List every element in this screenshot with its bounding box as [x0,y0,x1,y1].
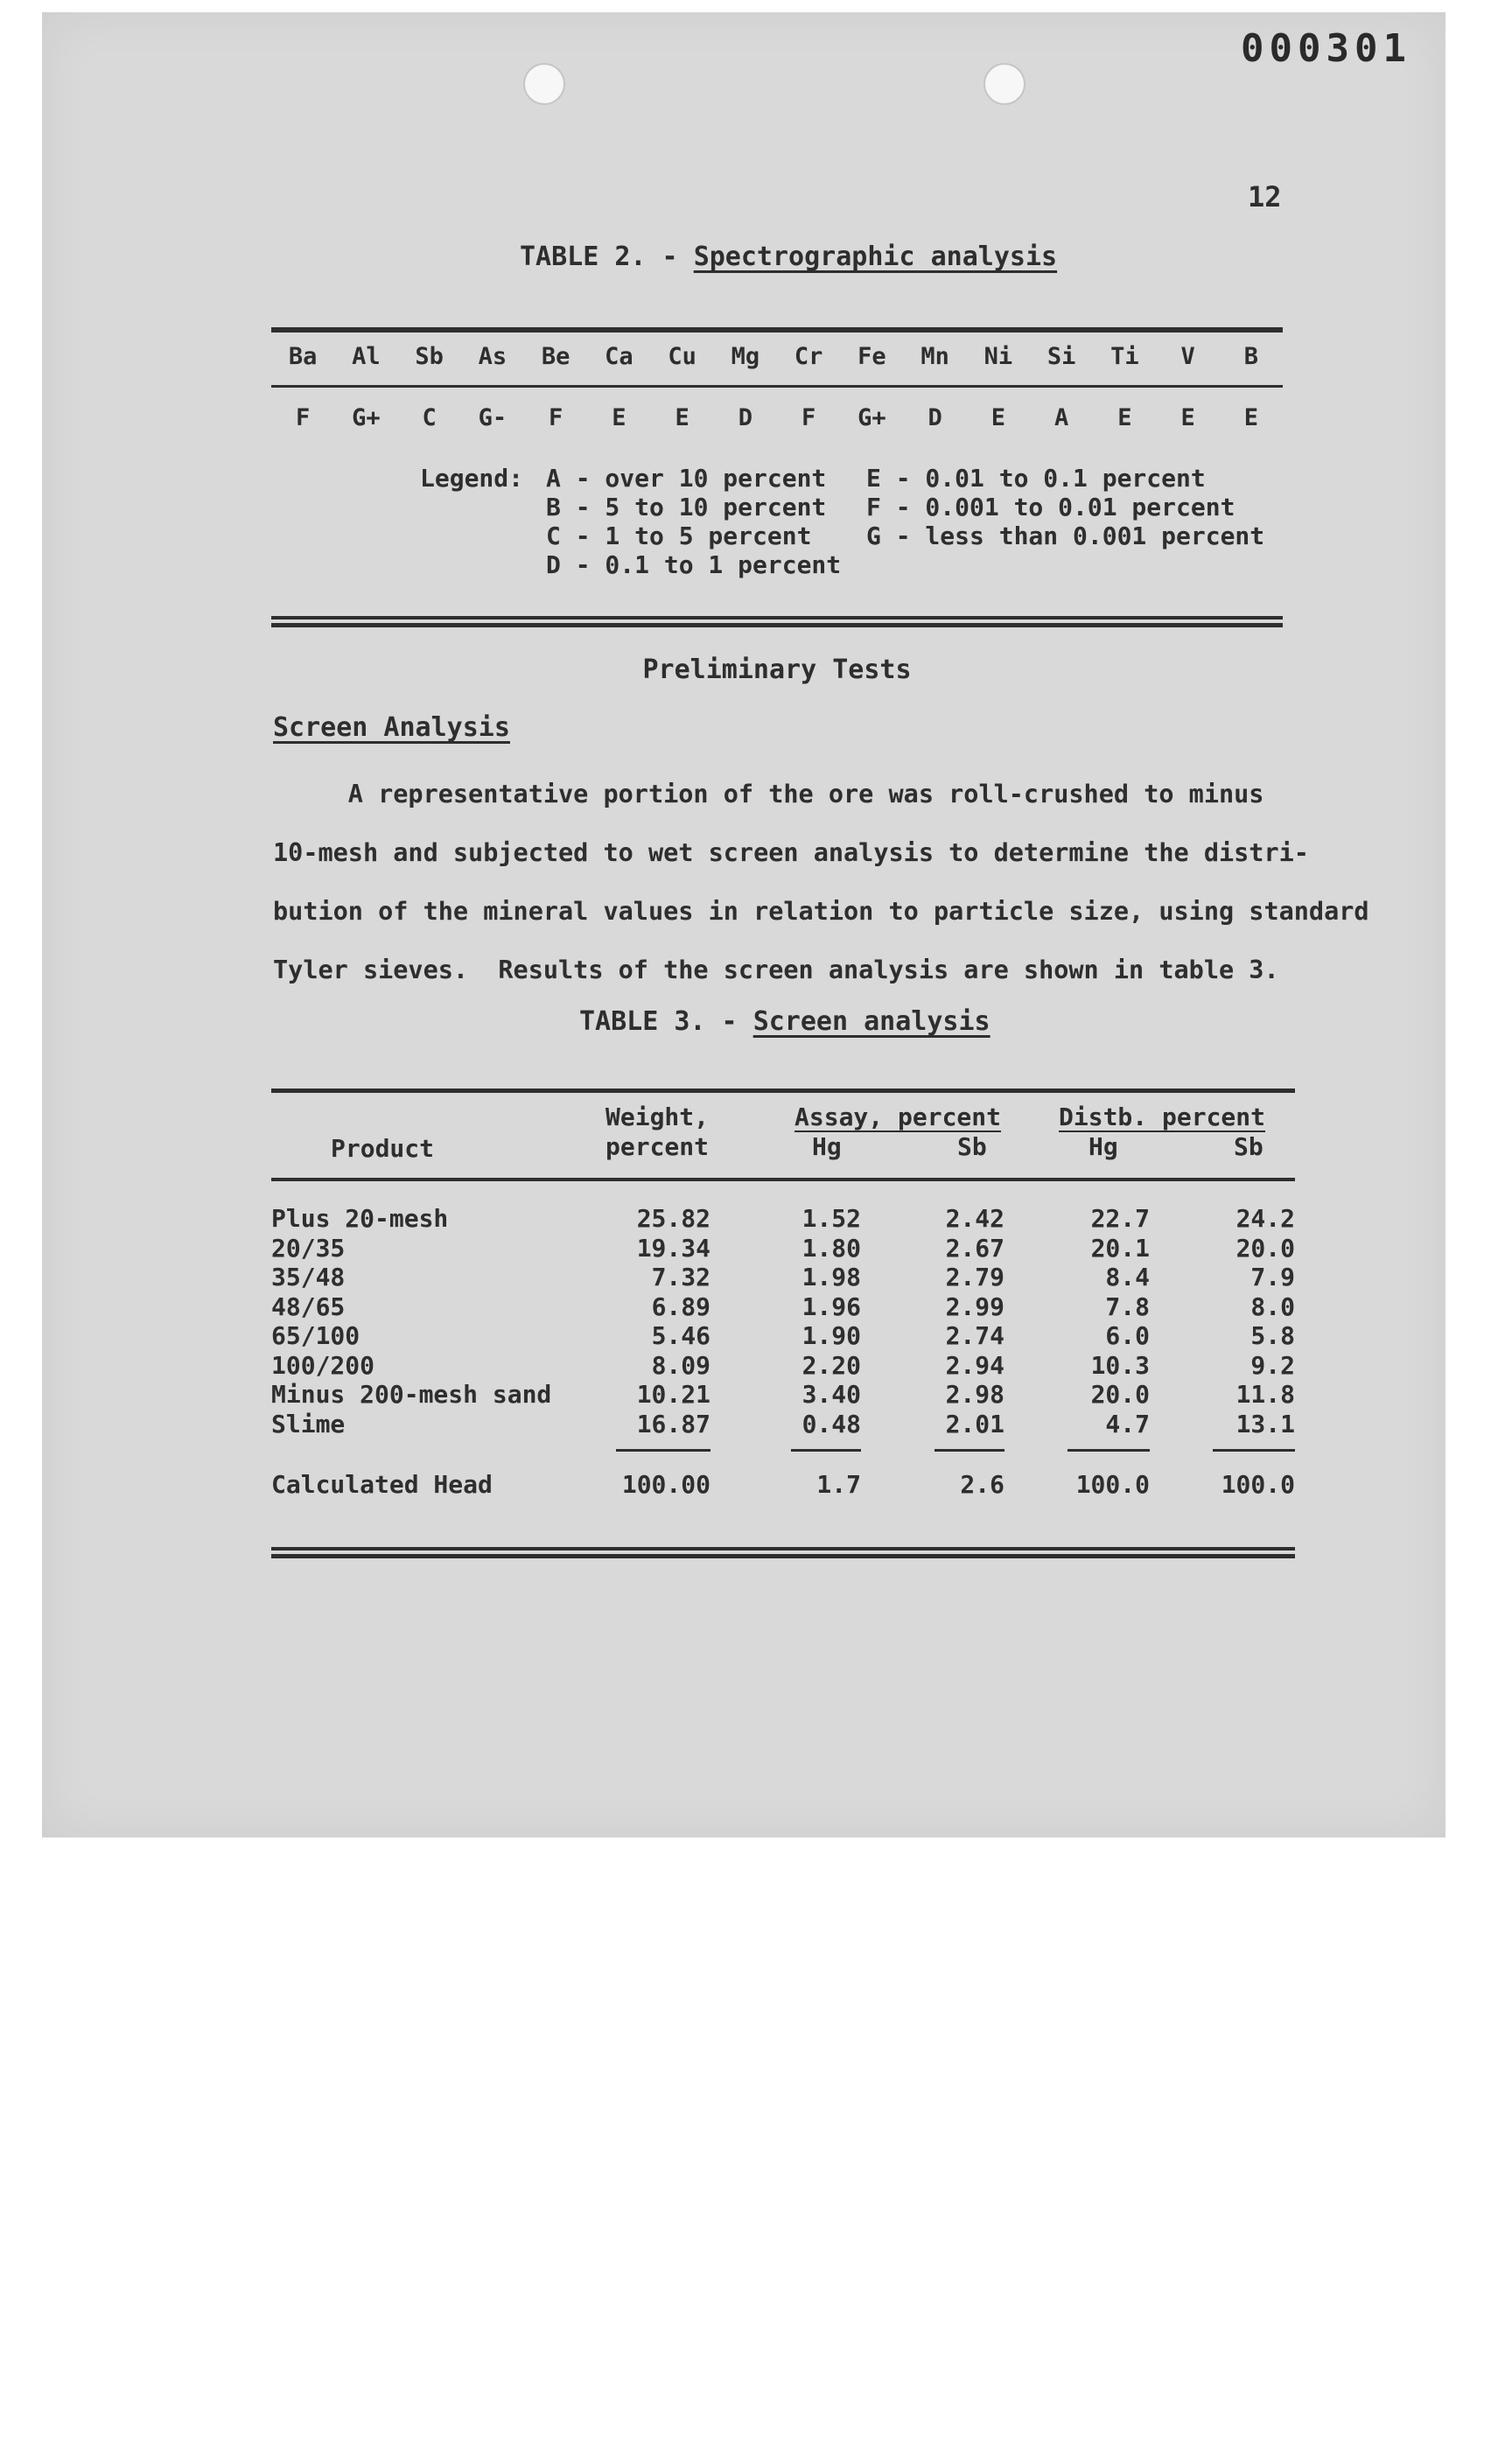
weight-cell: 19.34 [636,1233,710,1263]
distb-sb-cell: 11.8 [1236,1380,1295,1409]
subtotal-rule-assay-hg [791,1449,861,1452]
table3-caption [579,1006,990,1037]
element-symbol: Cu [668,343,696,370]
distb-sb-cell: 13.1 [1236,1409,1295,1438]
element-symbol: Si [1046,343,1076,370]
element-grade: E [990,404,1005,431]
legend-entry: B - 5 to 10 percent [546,493,827,522]
distb-sb-cell: 9.2 [1250,1350,1295,1380]
table3-header-distb-hg: Hg [1088,1132,1118,1161]
table2-grade-row [271,404,1283,436]
table2-caption-prefix: TABLE 2. - [520,242,678,272]
table3-header-weight-line1: Weight, [606,1102,710,1131]
assay-hg-cell: 1.96 [802,1292,861,1321]
table2-bottom-rule-1 [271,616,1283,620]
distb-hg-cell: 7.8 [1105,1292,1150,1321]
element-grade: E [1117,404,1132,431]
punch-hole-left [523,63,565,105]
element-symbol: Be [541,343,570,370]
element-symbol: Ba [288,343,318,370]
element-grade: F [548,404,564,431]
product-cell: 48/65 [271,1292,346,1321]
distb-hg-cell: 100.0 [1075,1470,1150,1499]
assay-sb-cell: 2.01 [945,1409,1004,1438]
element-grade: E [612,404,626,431]
product-cell: 65/100 [271,1321,360,1350]
legend-left-column [546,464,841,579]
weight-cell: 8.09 [651,1350,710,1380]
legend-label: Legend: [420,464,524,493]
table3-header-assay-sb: Sb [957,1132,987,1161]
table3-bottom-rule-2 [271,1554,1295,1558]
weight-cell: 7.32 [651,1263,710,1292]
distb-hg-cell: 4.7 [1105,1409,1150,1438]
element-grade: G+ [352,404,381,431]
element-symbol: Ti [1110,343,1139,370]
element-symbol: Al [352,343,381,370]
element-grade: G- [478,404,508,431]
element-symbol: Ca [605,343,634,370]
subtotal-rule-assay-sb [934,1449,1004,1452]
weight-cell: 25.82 [636,1204,710,1233]
element-symbol: Fe [858,343,886,370]
element-symbol: V [1180,343,1195,370]
assay-hg-cell: 0.48 [802,1409,861,1438]
product-cell: 100/200 [271,1350,375,1380]
table3-top-rule [271,1088,1295,1093]
distb-hg-cell: 20.0 [1090,1380,1150,1409]
element-grade: F [801,404,816,431]
table3-header-weight-line2: percent [606,1132,710,1161]
assay-hg-cell: 1.90 [802,1321,861,1350]
element-grade: D [738,404,752,431]
element-grade: D [928,404,942,431]
body-paragraph [273,765,1369,999]
element-grade: E [1180,404,1195,431]
table2-caption-title: Spectrographic analysis [693,242,1058,272]
table3-bottom-rule-1 [271,1547,1295,1550]
distb-hg-cell: 20.1 [1090,1233,1150,1263]
paragraph-line: 10-mesh and subjected to wet screen analysis to determine the distri- [273,838,1309,867]
legend-right-column [866,464,1264,550]
element-grade: G+ [858,404,886,431]
weight-cell: 6.89 [651,1292,710,1321]
product-cell: Calculated Head [271,1470,493,1499]
distb-sb-cell: 20.0 [1236,1233,1295,1263]
punch-hole-right [984,63,1026,105]
distb-hg-cell: 6.0 [1105,1321,1150,1350]
table3-header-distb-sb: Sb [1234,1132,1264,1161]
weight-cell: 100.00 [621,1470,710,1499]
distb-hg-cell: 22.7 [1090,1204,1150,1233]
section-heading: Preliminary Tests [642,654,912,685]
element-symbol: B [1243,343,1258,370]
page-number: 12 [1248,180,1282,214]
element-grade: C [422,404,437,431]
assay-sb-cell: 2.98 [945,1380,1004,1409]
legend-entry: A - over 10 percent [546,464,827,493]
table3-header-assay-hg: Hg [812,1132,842,1161]
paragraph-line: bution of the mineral values in relation to particle size, using standard [273,897,1369,926]
assay-hg-cell: 1.98 [802,1263,861,1292]
subtotal-rule-distb-sb [1213,1449,1295,1452]
element-symbol: Cr [794,343,823,370]
element-grade: E [675,404,690,431]
assay-hg-cell: 3.40 [802,1380,861,1409]
product-cell: Minus 200-mesh sand [271,1380,552,1409]
element-grade: A [1054,404,1069,431]
legend-entry: G - less than 0.001 percent [866,522,1265,550]
table3-header-distb: Distb. percent [1059,1102,1266,1131]
assay-sb-cell: 2.79 [945,1263,1004,1292]
distb-hg-cell: 8.4 [1105,1263,1150,1292]
assay-hg-cell: 1.7 [816,1470,861,1499]
table3-header-assay: Assay, percent [794,1102,1002,1131]
legend-entry: D - 0.1 to 1 percent [546,550,842,579]
table2-header-rule [271,385,1283,388]
table3-header-rule [271,1178,1295,1181]
table2-bottom-rule-2 [271,623,1283,627]
assay-hg-cell: 1.80 [802,1233,861,1263]
assay-sb-cell: 2.67 [945,1233,1004,1263]
assay-sb-cell: 2.6 [960,1470,1004,1499]
table2-element-row [271,343,1283,374]
distb-sb-cell: 7.9 [1250,1263,1295,1292]
distb-hg-cell: 10.3 [1090,1350,1150,1380]
distb-sb-cell: 24.2 [1236,1204,1295,1233]
subtotal-rule-weight [616,1449,710,1452]
assay-sb-cell: 2.99 [945,1292,1004,1321]
legend-entry: E - 0.01 to 0.1 percent [866,464,1206,493]
legend-entry: C - 1 to 5 percent [546,522,812,550]
element-symbol: Ni [984,343,1013,370]
product-cell: 20/35 [271,1233,346,1263]
weight-cell: 10.21 [636,1380,710,1409]
assay-sb-cell: 2.74 [945,1321,1004,1350]
legend-entry: F - 0.001 to 0.01 percent [866,493,1236,522]
element-symbol: Mn [920,343,949,370]
table3-caption-prefix: TABLE 3. - [579,1006,738,1037]
element-grade: F [295,404,311,431]
weight-cell: 5.46 [651,1321,710,1350]
distb-sb-cell: 8.0 [1250,1292,1295,1321]
assay-sb-cell: 2.42 [945,1204,1004,1233]
assay-sb-cell: 2.94 [945,1350,1004,1380]
product-cell: 35/48 [271,1263,346,1292]
table2-caption [520,242,1057,272]
product-cell: Slime [271,1409,346,1438]
distb-sb-cell: 100.0 [1221,1470,1295,1499]
weight-cell: 16.87 [636,1409,710,1438]
distb-sb-cell: 5.8 [1250,1321,1295,1350]
table2-top-rule [271,327,1283,332]
element-symbol: As [478,343,508,370]
paragraph-line: A representative portion of the ore was roll-crushed to minus [273,780,1264,808]
paragraph-line: Tyler sieves. Results of the screen analysis are shown in table 3. [273,956,1279,984]
assay-hg-cell: 1.52 [802,1204,861,1233]
product-cell: Plus 20-mesh [271,1204,449,1233]
subheading: Screen Analysis [273,712,510,743]
element-symbol: Sb [415,343,444,370]
table3-header-product: Product [331,1134,435,1163]
table3-caption-title: Screen analysis [752,1006,990,1037]
element-symbol: Mg [731,343,760,370]
document-stamp-number: 000301 [1241,26,1411,71]
subtotal-rule-distb-hg [1068,1449,1150,1452]
assay-hg-cell: 2.20 [802,1350,861,1380]
element-grade: E [1243,404,1258,431]
